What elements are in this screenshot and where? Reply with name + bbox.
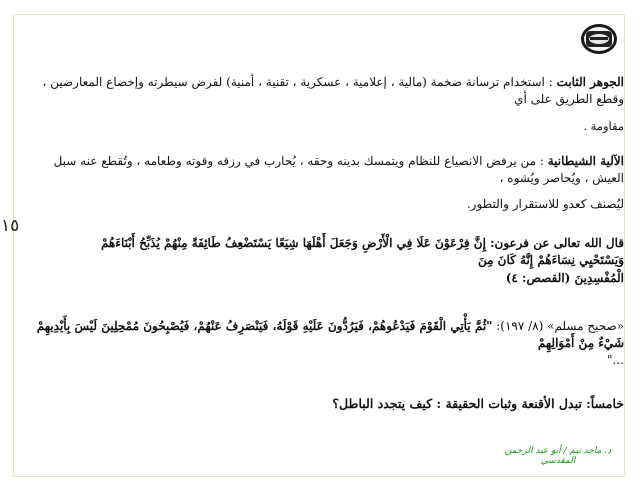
logo-icon xyxy=(580,22,618,56)
verse-text: الْمُفْسِدِينَ xyxy=(574,271,624,285)
quran-verse-end xyxy=(24,270,624,287)
hadith-text: "ثُمَّ يَأْتِي الْقَوْمَ فَيَدْعُوهُمْ، فَيَرُدُّونَ عَلَيْهِ قَوْلَهُ، فَيَنْصَرِفُ عَنْهُمْ، فَيُصْبِحُونَ مُمْحِلِينَ لَيْسَ بِأَيْدِيهِمْ شَيْءٌ مِنْ أَمْوَالِهِمْ xyxy=(36,319,624,350)
paragraph-continuation: مقاومة . xyxy=(583,119,624,133)
paragraph-text: استخدام ترسانة ضخمة (مالية ، إعلامية ، عسكرية ، تقنية ، أمنية) لفرض سيطرته وإخضاع المعارضين ، وقطع الطريق على أي xyxy=(42,75,624,106)
verse-text: إِنَّ فِرْعَوْنَ عَلَا فِي الْأَرْضِ وَجَعَلَ أَهْلَهَا شِيَعًا يَسْتَضْعِفُ طَائِفَةً مِنْهُمْ يُذَبِّحُ أَبْنَاءَهُمْ وَيَسْتَحْيِي نِسَاءَهُمْ إِنَّهُ كَانَ مِنَ xyxy=(100,236,624,267)
author-credit: د. ماجد تيم / أبو عبد الرحمن المقدسي xyxy=(504,446,612,466)
separator: : xyxy=(544,75,557,89)
verse-reference: (القصص: ٤) xyxy=(505,271,575,285)
hadith-quote xyxy=(24,318,624,352)
hadith-ellipsis: ..." xyxy=(607,353,624,367)
hadith-source: «صحيح مسلم» (٨/ ١٩٧): xyxy=(492,319,624,333)
verse-lead: قال الله تعالى عن فرعون: xyxy=(485,236,624,250)
paragraph-satanic-mechanism xyxy=(24,153,624,187)
separator: : xyxy=(536,154,548,168)
section-heading: خامساً: تبدل الأقنعة وثبات الحقيقة : كيف يتجدد الباطل؟ xyxy=(332,396,624,411)
heading-fixed-essence: الجوهر الثابت xyxy=(556,75,624,89)
quran-verse xyxy=(84,235,624,269)
heading-satanic-mechanism: الآلية الشيطانية xyxy=(547,154,624,168)
page-number: ١٥ xyxy=(1,216,20,236)
paragraph-continuation: ليُصنف كعدو للاستقرار والتطور. xyxy=(466,197,624,211)
paragraph-text: من يرفض الانصياع للنظام ويتمسك بدينه وحقه ، يُحارب في رزقه وقوته وطعامه ، وتُقطع عنه سبل العيش ، ويُحاصر ويُشوه ، xyxy=(53,154,624,185)
paragraph-fixed-essence xyxy=(24,74,624,108)
